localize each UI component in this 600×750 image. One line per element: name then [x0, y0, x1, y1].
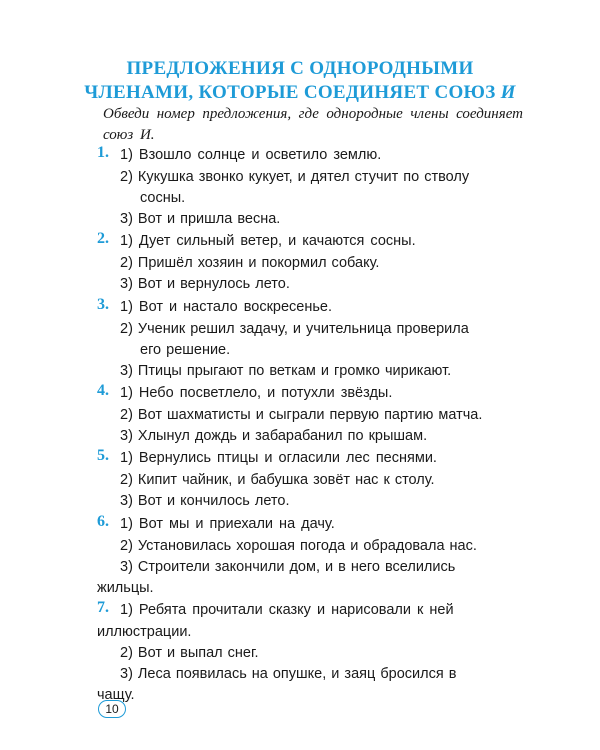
sentence-line: чащу. [97, 687, 135, 703]
sentence-line: его решение. [140, 342, 231, 358]
exercise-number: 6. [97, 513, 109, 530]
sentence-line: 3) Строители закончили дом, и в него вселились [120, 559, 456, 575]
title-line-1: ПРЕДЛОЖЕНИЯ С ОДНОРОДНЫМИ [126, 58, 474, 79]
title-conjunction: И [500, 82, 516, 103]
sentence-line: 3) Вот и пришла весна. [120, 211, 281, 227]
title-line-2-text: ЧЛЕНАМИ, КОТОРЫЕ СОЕДИНЯЕТ СОЮЗ [84, 82, 496, 103]
title-line-2 [0, 82, 600, 104]
sentence-line: 2) Кипит чайник, и бабушка зовёт нас к столу. [120, 472, 435, 488]
instruction: Обведи номер предложения, где однородные члены соединяет союз И. [103, 106, 523, 143]
sentence-line: 2) Пришёл хозяин и покормил собаку. [120, 255, 380, 271]
page-number: 10 [98, 700, 126, 718]
sentence-line: 1) Вот и настало воскресенье. [120, 299, 333, 315]
sentence-line: 1) Вот мы и приехали на дачу. [120, 516, 335, 532]
sentence-line: сосны. [140, 190, 186, 206]
exercise-number: 7. [97, 599, 109, 616]
sentence-line: иллюстрации. [97, 624, 192, 640]
exercise-number: 5. [97, 447, 109, 464]
exercise-number: 2. [97, 230, 109, 247]
sentence-line: 3) Птицы прыгают по веткам и громко чирикают. [120, 363, 452, 379]
sentence-line: 1) Дует сильный ветер, и качаются сосны. [120, 233, 416, 249]
sentence-line: 1) Небо посветлело, и потухли звёзды. [120, 385, 393, 401]
exercise-number: 4. [97, 382, 109, 399]
sentence-line: жильцы. [97, 580, 154, 596]
sentence-line: 2) Ученик решил задачу, и учительница проверила [120, 321, 469, 337]
sentence-line: 2) Вот и выпал снег. [120, 645, 259, 661]
exercise-number: 1. [97, 144, 109, 161]
sentence-line: 1) Взошло солнце и осветило землю. [120, 147, 382, 163]
sentence-line: 3) Леса появилась на опушке, и заяц бросился в [120, 666, 457, 682]
sentence-line: 2) Кукушка звонко кукует, и дятел стучит по стволу [120, 169, 470, 185]
sentence-line: 3) Вот и вернулось лето. [120, 276, 290, 292]
sentence-line: 2) Установилась хорошая погода и обрадовала нас. [120, 538, 477, 554]
exercise-number: 3. [97, 296, 109, 313]
sentence-line: 2) Вот шахматисты и сыграли первую партию матча. [120, 407, 483, 423]
sentence-line: 3) Вот и кончилось лето. [120, 493, 290, 509]
sentence-line: 3) Хлынул дождь и забарабанил по крышам. [120, 428, 428, 444]
sentence-line: 1) Вернулись птицы и огласили лес песнями. [120, 450, 437, 466]
sentence-line: 1) Ребята прочитали сказку и нарисовали к ней [120, 602, 454, 618]
